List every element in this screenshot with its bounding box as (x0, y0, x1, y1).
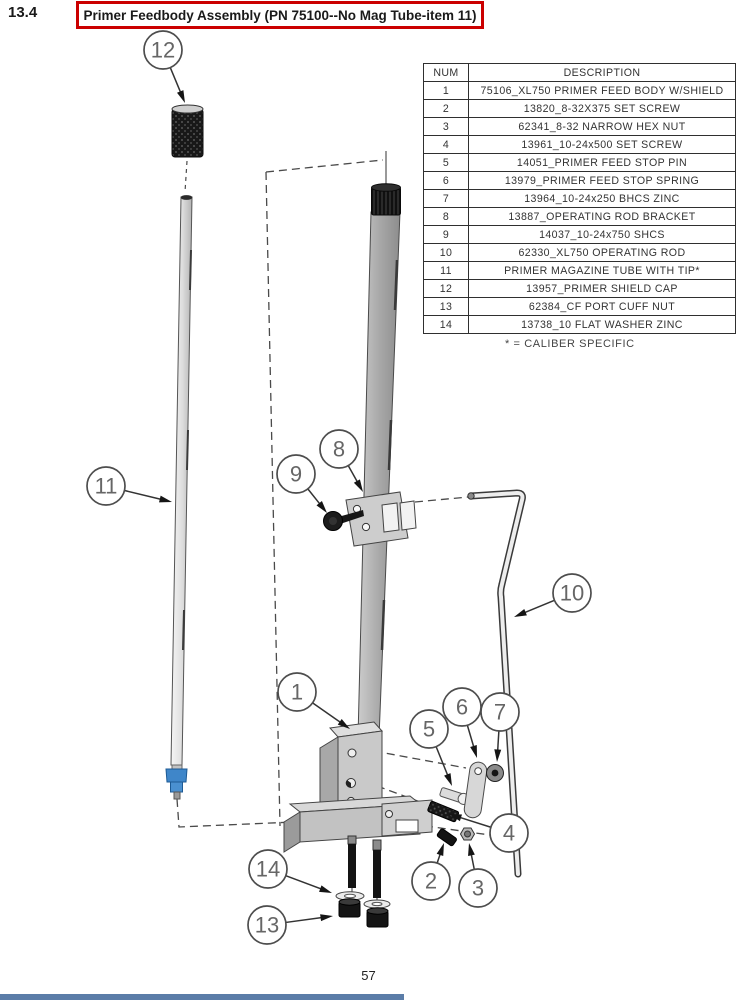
part-num-cell: 1 (424, 82, 469, 100)
hex-nut (461, 828, 475, 840)
description-header: DESCRIPTION (469, 64, 736, 82)
part-desc-cell: 13887_OPERATING ROD BRACKET (469, 208, 736, 226)
section-number: 13.4 (8, 4, 38, 21)
callout-5 (410, 710, 452, 786)
callout-13 (248, 906, 333, 944)
primer-shield-cap (172, 105, 203, 157)
table-row (424, 208, 736, 226)
page-number: 57 (361, 968, 376, 983)
part-desc-cell: 13961_10-24x500 SET SCREW (469, 136, 736, 154)
part-num-cell: 10 (424, 244, 469, 262)
table-row (424, 82, 736, 100)
num-header: NUM (424, 64, 469, 82)
part-desc-cell: 13964_10-24x250 BHCS ZINC (469, 190, 736, 208)
callout-number: 10 (559, 580, 585, 606)
set-screw-short (437, 828, 458, 846)
magazine-tube-blue-tip (166, 769, 187, 799)
part-num-cell: 13 (424, 298, 469, 316)
callout-12 (144, 31, 185, 103)
caliber-specific-note: * = CALIBER SPECIFIC (505, 338, 635, 350)
part-desc-cell: 13820_8-32X375 SET SCREW (469, 100, 736, 118)
callout-number: 9 (289, 461, 303, 487)
table-row (424, 280, 736, 298)
parts-table-body (424, 82, 736, 334)
part-desc-cell: 62341_8-32 NARROW HEX NUT (469, 118, 736, 136)
part-desc-cell: 75106_XL750 PRIMER FEED BODY W/SHIELD (469, 82, 736, 100)
callout-1 (278, 673, 350, 729)
table-row (424, 136, 736, 154)
table-row (424, 172, 736, 190)
part-num-cell: 8 (424, 208, 469, 226)
table-row (424, 226, 736, 244)
part-desc-cell: 62330_XL750 OPERATING ROD (469, 244, 736, 262)
part-num-cell: 9 (424, 226, 469, 244)
primer-magazine-tube (166, 195, 192, 799)
part-num-cell: 11 (424, 262, 469, 280)
callout-number: 6 (455, 694, 469, 720)
footer-bar (0, 994, 404, 1000)
callout-number: 3 (471, 875, 485, 901)
table-row (424, 100, 736, 118)
part-num-cell: 3 (424, 118, 469, 136)
callout-number: 13 (254, 912, 280, 938)
table-row (424, 154, 736, 172)
table-row (424, 244, 736, 262)
feed-body-base (284, 796, 432, 852)
part-desc-cell: 14051_PRIMER FEED STOP PIN (469, 154, 736, 172)
part-num-cell: 5 (424, 154, 469, 172)
callout-11 (87, 467, 172, 505)
callout-9 (277, 455, 327, 513)
callout-14 (249, 850, 332, 893)
part-desc-cell: 13957_PRIMER SHIELD CAP (469, 280, 736, 298)
part-num-cell: 7 (424, 190, 469, 208)
parts-table (423, 63, 736, 334)
part-num-cell: 4 (424, 136, 469, 154)
callout-number: 7 (493, 699, 507, 725)
bhcs-screw (487, 765, 504, 782)
part-num-cell: 14 (424, 316, 469, 334)
callout-number: 1 (290, 679, 304, 705)
primer-feed-stop-spring (463, 761, 488, 819)
table-header-row (424, 64, 736, 82)
page-title: Primer Feedbody Assembly (PN 75100--No Mag Tube-item 11) (83, 7, 477, 23)
table-row (424, 316, 736, 334)
callout-8 (320, 430, 363, 492)
callout-number: 2 (424, 868, 438, 894)
part-desc-cell: PRIMER MAGAZINE TUBE WITH TIP* (469, 262, 736, 280)
part-num-cell: 2 (424, 100, 469, 118)
part-num-cell: 6 (424, 172, 469, 190)
part-desc-cell: 14037_10-24x750 SHCS (469, 226, 736, 244)
table-row (424, 118, 736, 136)
callout-3 (459, 843, 497, 907)
callout-number: 14 (255, 856, 281, 882)
part-desc-cell: 62384_CF PORT CUFF NUT (469, 298, 736, 316)
callout-6 (443, 688, 481, 758)
part-desc-cell: 13738_10 FLAT WASHER ZINC (469, 316, 736, 334)
callout-number: 5 (422, 716, 436, 742)
table-row (424, 298, 736, 316)
callout-number: 8 (332, 436, 346, 462)
callout-number: 4 (502, 820, 516, 846)
table-row (424, 262, 736, 280)
feed-body-tube (358, 184, 401, 738)
operating-rod-bracket (346, 492, 416, 546)
table-row (424, 190, 736, 208)
callout-number: 11 (94, 473, 118, 499)
callout-number: 12 (150, 37, 176, 63)
callout-2 (412, 843, 450, 900)
part-num-cell: 12 (424, 280, 469, 298)
part-desc-cell: 13979_PRIMER FEED STOP SPRING (469, 172, 736, 190)
callout-10 (514, 574, 591, 617)
